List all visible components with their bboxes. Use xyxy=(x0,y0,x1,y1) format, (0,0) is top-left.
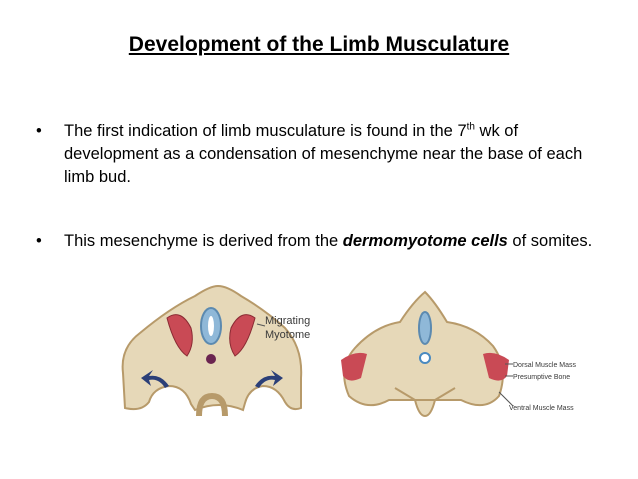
notochord xyxy=(206,354,216,364)
bullet-marker: • xyxy=(36,122,42,140)
slide-title: Development of the Limb Musculature xyxy=(128,33,510,56)
myotome-label: Myotome xyxy=(265,329,311,341)
bullet-marker: • xyxy=(36,232,42,250)
migrating-label: Migrating xyxy=(265,315,311,327)
presumptive-bone-label: Presumptive Bone xyxy=(513,374,571,381)
embryo-tissue xyxy=(123,286,302,410)
dermomyotome-emphasis: dermomyotome cells xyxy=(342,232,508,250)
dorsal-muscle-label: Dorsal Muscle Mass xyxy=(513,362,577,369)
bullet-2-text: This mesenchyme is derived from the dermomyotome cells of somites. xyxy=(64,232,593,250)
muscle-mass-figure xyxy=(335,288,625,418)
bullet-1-text: The first indication of limb musculature is found in the 7th wk of development as a condensation of mesenchyme near the base of each limb bud. xyxy=(64,121,583,186)
notochord xyxy=(420,353,430,363)
ventral-muscle-label: Ventral Muscle Mass xyxy=(509,405,574,412)
neural-tube xyxy=(419,312,431,344)
migrating-myotome-figure xyxy=(115,278,325,418)
